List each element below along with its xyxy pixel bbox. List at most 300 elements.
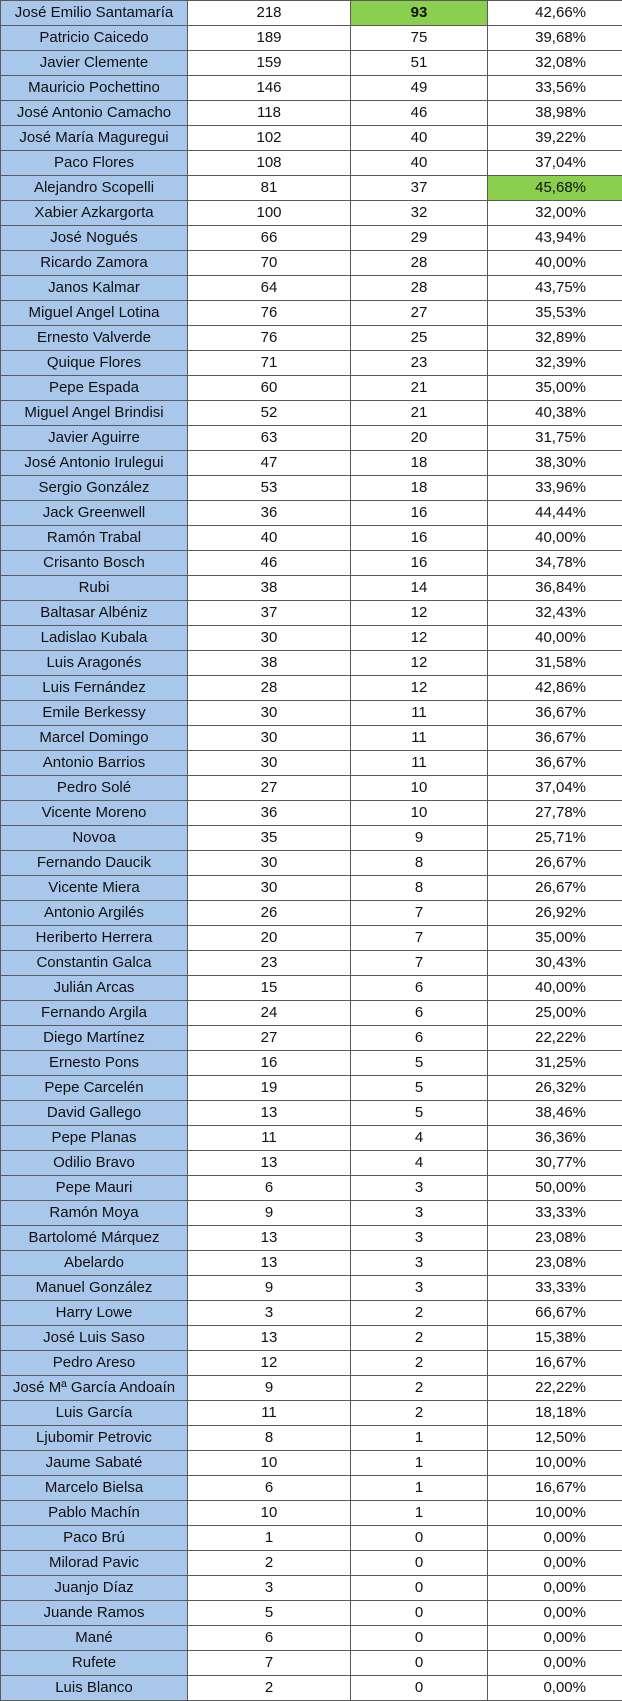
table-row [1,301,622,326]
coach-name-cell: José Mª García Andoaín [1,1376,188,1401]
wins-cell: 16 [351,551,488,576]
win-percentage-cell: 0,00% [488,1576,622,1601]
coach-name-cell: José Emilio Santamaría [1,1,188,26]
win-percentage-cell: 30,77% [488,1151,622,1176]
table-row [1,1551,622,1576]
matches-cell: 35 [188,826,351,851]
matches-cell: 100 [188,201,351,226]
win-percentage-cell: 25,71% [488,826,622,851]
wins-cell: 0 [351,1551,488,1576]
wins-cell: 2 [351,1376,488,1401]
coach-name-cell: Patricio Caicedo [1,26,188,51]
coach-name-cell: Pepe Planas [1,1126,188,1151]
coach-name-cell: Pepe Carcelén [1,1076,188,1101]
coach-name-cell: José Antonio Camacho [1,101,188,126]
wins-cell: 6 [351,976,488,1001]
win-percentage-cell: 32,89% [488,326,622,351]
win-percentage-cell: 26,32% [488,1076,622,1101]
wins-cell: 0 [351,1526,488,1551]
matches-cell: 102 [188,126,351,151]
table-row [1,126,622,151]
coach-name-cell: Ernesto Valverde [1,326,188,351]
table-row [1,876,622,901]
wins-cell: 25 [351,326,488,351]
win-percentage-cell: 18,18% [488,1401,622,1426]
table-row [1,1351,622,1376]
coach-name-cell: Janos Kalmar [1,276,188,301]
wins-cell: 3 [351,1251,488,1276]
wins-cell: 7 [351,901,488,926]
win-percentage-cell: 26,92% [488,901,622,926]
coach-name-cell: Mauricio Pochettino [1,76,188,101]
coach-name-cell: Emile Berkessy [1,701,188,726]
matches-cell: 60 [188,376,351,401]
win-percentage-cell: 31,58% [488,651,622,676]
table-row [1,751,622,776]
coach-name-cell: Ramón Trabal [1,526,188,551]
table-row [1,1051,622,1076]
coach-name-cell: Jack Greenwell [1,501,188,526]
table-row [1,1101,622,1126]
win-percentage-cell: 44,44% [488,501,622,526]
wins-cell: 1 [351,1476,488,1501]
wins-cell: 12 [351,626,488,651]
wins-cell: 28 [351,251,488,276]
matches-cell: 24 [188,1001,351,1026]
matches-cell: 36 [188,501,351,526]
win-percentage-cell: 31,25% [488,1051,622,1076]
matches-cell: 3 [188,1301,351,1326]
win-percentage-cell: 33,33% [488,1201,622,1226]
wins-cell: 16 [351,501,488,526]
matches-cell: 30 [188,751,351,776]
matches-cell: 1 [188,1526,351,1551]
wins-cell: 10 [351,776,488,801]
table-row [1,726,622,751]
win-percentage-cell: 32,43% [488,601,622,626]
wins-cell: 18 [351,451,488,476]
wins-cell: 51 [351,51,488,76]
wins-cell: 0 [351,1601,488,1626]
table-row [1,926,622,951]
win-percentage-cell: 16,67% [488,1351,622,1376]
coach-name-cell: Novoa [1,826,188,851]
wins-cell: 5 [351,1051,488,1076]
table-row [1,326,622,351]
table-row [1,426,622,451]
matches-cell: 19 [188,1076,351,1101]
coach-name-cell: Fernando Argila [1,1001,188,1026]
coach-name-cell: Xabier Azkargorta [1,201,188,226]
table-row [1,1626,622,1651]
table-row [1,351,622,376]
table-row [1,451,622,476]
matches-cell: 13 [188,1226,351,1251]
wins-cell: 11 [351,751,488,776]
wins-cell: 8 [351,876,488,901]
matches-cell: 71 [188,351,351,376]
matches-cell: 30 [188,876,351,901]
win-percentage-cell: 40,00% [488,626,622,651]
matches-cell: 30 [188,851,351,876]
matches-cell: 6 [188,1176,351,1201]
matches-cell: 27 [188,1026,351,1051]
wins-cell: 75 [351,26,488,51]
matches-cell: 189 [188,26,351,51]
win-percentage-cell: 30,43% [488,951,622,976]
matches-cell: 16 [188,1051,351,1076]
table-row [1,901,622,926]
win-percentage-cell: 36,67% [488,726,622,751]
matches-cell: 46 [188,551,351,576]
table-row [1,576,622,601]
table-row [1,1426,622,1451]
matches-cell: 118 [188,101,351,126]
coach-name-cell: Juande Ramos [1,1601,188,1626]
matches-cell: 30 [188,626,351,651]
table-row [1,1126,622,1151]
coach-name-cell: Juanjo Díaz [1,1576,188,1601]
coach-name-cell: José Nogués [1,226,188,251]
table-row [1,376,622,401]
wins-cell: 7 [351,951,488,976]
matches-cell: 20 [188,926,351,951]
win-percentage-cell: 39,68% [488,26,622,51]
table-row [1,1476,622,1501]
table-row [1,651,622,676]
win-percentage-cell: 34,78% [488,551,622,576]
coach-name-cell: Paco Brú [1,1526,188,1551]
matches-cell: 13 [188,1251,351,1276]
wins-cell: 27 [351,301,488,326]
matches-cell: 66 [188,226,351,251]
coach-name-cell: Sergio González [1,476,188,501]
matches-cell: 13 [188,1326,351,1351]
wins-cell: 7 [351,926,488,951]
wins-cell: 21 [351,376,488,401]
wins-cell: 28 [351,276,488,301]
wins-cell: 32 [351,201,488,226]
coach-name-cell: Luis Blanco [1,1676,188,1701]
win-percentage-cell: 26,67% [488,876,622,901]
table-row [1,1251,622,1276]
table-row [1,1,622,26]
table-row [1,251,622,276]
table-row [1,801,622,826]
coach-name-cell: Vicente Miera [1,876,188,901]
matches-cell: 13 [188,1151,351,1176]
win-percentage-cell: 40,38% [488,401,622,426]
wins-cell: 4 [351,1151,488,1176]
win-percentage-cell: 23,08% [488,1251,622,1276]
win-percentage-cell: 23,08% [488,1226,622,1251]
matches-cell: 2 [188,1676,351,1701]
matches-cell: 3 [188,1576,351,1601]
table-row [1,1226,622,1251]
coach-name-cell: Paco Flores [1,151,188,176]
wins-cell: 11 [351,726,488,751]
win-percentage-cell: 10,00% [488,1501,622,1526]
table-row [1,851,622,876]
coach-name-cell: Pepe Mauri [1,1176,188,1201]
wins-cell: 23 [351,351,488,376]
coach-name-cell: Marcel Domingo [1,726,188,751]
table-row [1,101,622,126]
win-percentage-cell: 42,86% [488,676,622,701]
coach-name-cell: Harry Lowe [1,1301,188,1326]
coach-name-cell: Luis Fernández [1,676,188,701]
win-percentage-cell: 15,38% [488,1326,622,1351]
win-percentage-cell: 40,00% [488,526,622,551]
wins-cell: 2 [351,1326,488,1351]
matches-cell: 9 [188,1376,351,1401]
win-percentage-cell: 35,00% [488,926,622,951]
wins-cell: 3 [351,1201,488,1226]
table-row [1,401,622,426]
wins-cell: 2 [351,1301,488,1326]
table-row [1,76,622,101]
table-row [1,1026,622,1051]
matches-cell: 6 [188,1626,351,1651]
coach-name-cell: Miguel Angel Lotina [1,301,188,326]
matches-cell: 108 [188,151,351,176]
coach-name-cell: Pepe Espada [1,376,188,401]
coach-name-cell: Ladislao Kubala [1,626,188,651]
win-percentage-cell: 12,50% [488,1426,622,1451]
table-row [1,1501,622,1526]
wins-cell: 40 [351,151,488,176]
table-row [1,1176,622,1201]
win-percentage-cell: 0,00% [488,1551,622,1576]
win-percentage-cell: 26,67% [488,851,622,876]
table-row [1,551,622,576]
table-row [1,976,622,1001]
matches-cell: 159 [188,51,351,76]
matches-cell: 70 [188,251,351,276]
wins-cell: 16 [351,526,488,551]
wins-cell: 18 [351,476,488,501]
table-row [1,1376,622,1401]
wins-cell: 2 [351,1351,488,1376]
matches-cell: 9 [188,1276,351,1301]
win-percentage-cell: 10,00% [488,1451,622,1476]
wins-cell: 12 [351,601,488,626]
wins-cell: 9 [351,826,488,851]
coach-name-cell: Ljubomir Petrovic [1,1426,188,1451]
matches-cell: 30 [188,701,351,726]
matches-cell: 28 [188,676,351,701]
win-percentage-cell: 37,04% [488,151,622,176]
table-row [1,626,622,651]
wins-cell: 6 [351,1001,488,1026]
matches-cell: 64 [188,276,351,301]
win-percentage-cell: 43,94% [488,226,622,251]
matches-cell: 38 [188,576,351,601]
coach-name-cell: Mané [1,1626,188,1651]
coach-name-cell: Rufete [1,1651,188,1676]
win-percentage-cell: 22,22% [488,1376,622,1401]
win-percentage-cell: 38,98% [488,101,622,126]
coach-name-cell: Bartolomé Márquez [1,1226,188,1251]
wins-cell: 1 [351,1426,488,1451]
coach-name-cell: José Antonio Irulegui [1,451,188,476]
table-row [1,501,622,526]
win-percentage-cell: 0,00% [488,1626,622,1651]
table-row [1,951,622,976]
wins-cell: 3 [351,1276,488,1301]
coach-name-cell: Javier Clemente [1,51,188,76]
matches-cell: 11 [188,1126,351,1151]
wins-cell: 0 [351,1651,488,1676]
table-row [1,601,622,626]
win-percentage-cell: 50,00% [488,1176,622,1201]
matches-cell: 53 [188,476,351,501]
win-percentage-cell: 66,67% [488,1301,622,1326]
wins-cell: 12 [351,676,488,701]
table-row [1,476,622,501]
win-percentage-cell: 31,75% [488,426,622,451]
matches-cell: 47 [188,451,351,476]
table-body [1,1,622,1701]
matches-cell: 8 [188,1426,351,1451]
win-percentage-cell: 40,00% [488,251,622,276]
coach-name-cell: Diego Martínez [1,1026,188,1051]
coach-name-cell: Javier Aguirre [1,426,188,451]
coach-name-cell: Julián Arcas [1,976,188,1001]
table-row [1,176,622,201]
table-row [1,1001,622,1026]
win-percentage-cell: 36,67% [488,751,622,776]
matches-cell: 6 [188,1476,351,1501]
wins-cell: 1 [351,1451,488,1476]
win-percentage-cell: 36,84% [488,576,622,601]
coach-name-cell: Constantin Galca [1,951,188,976]
table-row [1,1326,622,1351]
coach-name-cell: David Gallego [1,1101,188,1126]
table-row [1,1601,622,1626]
coach-name-cell: Rubi [1,576,188,601]
win-percentage-cell: 25,00% [488,1001,622,1026]
win-percentage-cell: 40,00% [488,976,622,1001]
win-percentage-cell: 35,00% [488,376,622,401]
matches-cell: 26 [188,901,351,926]
wins-cell: 40 [351,126,488,151]
matches-cell: 12 [188,1351,351,1376]
win-percentage-cell: 36,67% [488,701,622,726]
coach-name-cell: Ramón Moya [1,1201,188,1226]
coach-name-cell: Antonio Barrios [1,751,188,776]
wins-cell: 93 [351,1,488,26]
coach-name-cell: Fernando Daucik [1,851,188,876]
win-percentage-cell: 38,46% [488,1101,622,1126]
wins-cell: 2 [351,1401,488,1426]
coach-name-cell: Miguel Angel Brindisi [1,401,188,426]
wins-cell: 29 [351,226,488,251]
coach-name-cell: José María Maguregui [1,126,188,151]
table-row [1,201,622,226]
wins-cell: 3 [351,1226,488,1251]
table-row [1,1401,622,1426]
coach-name-cell: Antonio Argilés [1,901,188,926]
wins-cell: 8 [351,851,488,876]
table-row [1,1201,622,1226]
matches-cell: 30 [188,726,351,751]
win-percentage-cell: 22,22% [488,1026,622,1051]
coach-name-cell: Abelardo [1,1251,188,1276]
matches-cell: 23 [188,951,351,976]
coach-name-cell: Ricardo Zamora [1,251,188,276]
coach-name-cell: Pedro Solé [1,776,188,801]
coach-name-cell: Heriberto Herrera [1,926,188,951]
table-row [1,1301,622,1326]
win-percentage-cell: 27,78% [488,801,622,826]
matches-cell: 15 [188,976,351,1001]
matches-cell: 5 [188,1601,351,1626]
table-row [1,276,622,301]
win-percentage-cell: 42,66% [488,1,622,26]
table-row [1,701,622,726]
table-row [1,51,622,76]
win-percentage-cell: 43,75% [488,276,622,301]
matches-cell: 218 [188,1,351,26]
win-percentage-cell: 33,96% [488,476,622,501]
coach-name-cell: Alejandro Scopelli [1,176,188,201]
wins-cell: 0 [351,1676,488,1701]
table-row [1,1076,622,1101]
matches-cell: 11 [188,1401,351,1426]
win-percentage-cell: 0,00% [488,1526,622,1551]
wins-cell: 46 [351,101,488,126]
win-percentage-cell: 39,22% [488,126,622,151]
matches-cell: 81 [188,176,351,201]
matches-cell: 63 [188,426,351,451]
table-row [1,1576,622,1601]
coach-name-cell: Crisanto Bosch [1,551,188,576]
wins-cell: 14 [351,576,488,601]
wins-cell: 1 [351,1501,488,1526]
table-row [1,1526,622,1551]
win-percentage-cell: 16,67% [488,1476,622,1501]
win-percentage-cell: 32,00% [488,201,622,226]
win-percentage-cell: 35,53% [488,301,622,326]
win-percentage-cell: 0,00% [488,1676,622,1701]
table-row [1,151,622,176]
matches-cell: 10 [188,1451,351,1476]
wins-cell: 6 [351,1026,488,1051]
coach-name-cell: Vicente Moreno [1,801,188,826]
matches-cell: 27 [188,776,351,801]
matches-cell: 76 [188,301,351,326]
wins-cell: 5 [351,1101,488,1126]
matches-cell: 52 [188,401,351,426]
coach-name-cell: Manuel González [1,1276,188,1301]
win-percentage-cell: 45,68% [488,176,622,201]
wins-cell: 11 [351,701,488,726]
coach-name-cell: Baltasar Albéniz [1,601,188,626]
matches-cell: 2 [188,1551,351,1576]
wins-cell: 49 [351,76,488,101]
coach-name-cell: Luis García [1,1401,188,1426]
coach-name-cell: Odilio Bravo [1,1151,188,1176]
wins-cell: 0 [351,1576,488,1601]
coach-name-cell: Jaume Sabaté [1,1451,188,1476]
matches-cell: 38 [188,651,351,676]
coach-name-cell: Marcelo Bielsa [1,1476,188,1501]
wins-cell: 4 [351,1126,488,1151]
table-row [1,1276,622,1301]
wins-cell: 10 [351,801,488,826]
win-percentage-cell: 32,08% [488,51,622,76]
